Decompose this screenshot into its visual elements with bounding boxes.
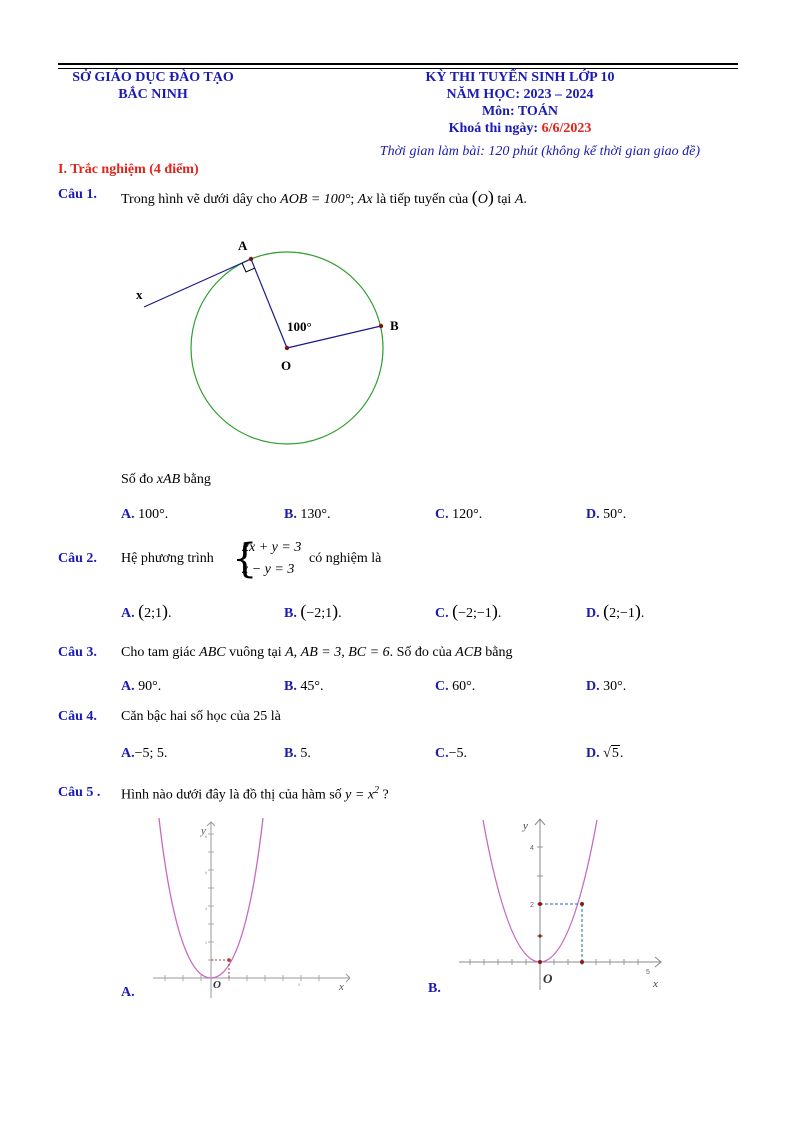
q2-text-before: Hệ phương trình (121, 551, 214, 566)
header-department-line2: BẮC NINH (118, 87, 188, 102)
sqrt-symbol: √5 (603, 746, 619, 761)
q1-option-d[interactable]: D. 50°. (586, 507, 627, 522)
graph-b-option[interactable]: B. (428, 981, 441, 996)
q2-eq1: 2x + y = 3 (242, 540, 302, 555)
graph-b-tick-2: 2 (530, 902, 534, 909)
graph-a-tick-6: 6 (205, 870, 208, 875)
q1-option-b[interactable]: B. 130°. (284, 507, 331, 522)
q3-option-c[interactable]: C. 60°. (435, 679, 476, 694)
q3-option-a[interactable]: A. 90°. (121, 679, 162, 694)
q1-prompt: Số đo xAB bằng (121, 472, 211, 487)
system-brace: { (232, 536, 258, 582)
q4-text: Căn bậc hai số học của 25 là (121, 709, 281, 724)
graph-a-option[interactable]: A. (121, 985, 135, 1000)
header-rule-top (58, 63, 738, 65)
graph-a-tick-8: 8 (205, 834, 208, 839)
graph-b-origin-label: O (543, 971, 553, 986)
header-subject: Môn: TOÁN (481, 104, 559, 119)
graph-b-y-label: y (523, 820, 528, 832)
label-a: A (238, 238, 248, 253)
tangent-line-ax (144, 259, 251, 307)
graph-a-x-label: x (339, 981, 344, 993)
header-department (58, 69, 248, 103)
graph-b-x-label: x (653, 978, 658, 990)
graph-a-point (227, 958, 231, 962)
label-o: O (281, 358, 292, 373)
header-exam-info (320, 69, 720, 137)
q1-option-c[interactable]: C. 120°. (435, 507, 483, 522)
q4-label: Câu 4. (58, 709, 97, 724)
q5-text: Hình nào dưới đây là đồ thị của hàm số $y = x^2$ ? (121, 785, 389, 803)
point-a (249, 257, 253, 261)
point-o (285, 346, 289, 350)
header-time-note: Thời gian làm bài: 120 phút (không kể thời gian giao đề) (379, 144, 700, 159)
label-angle: 100° (287, 319, 312, 334)
graph-a-tick-5: 5 (298, 982, 301, 987)
point-b (379, 324, 383, 328)
q3-label: Câu 3. (58, 645, 97, 660)
graph-a-y-label: y (201, 825, 206, 837)
q4-option-b[interactable]: B. 5. (284, 746, 311, 761)
q1-text: Trong hình vẽ dưới dây cho AOB = 100°; Ax là tiếp tuyến của (O) tại A. (121, 187, 527, 207)
q1-figure (120, 230, 420, 475)
q1-option-a[interactable]: A. 100°. (121, 507, 169, 522)
graph-a-origin-label: O (213, 979, 221, 991)
radius-oa (251, 259, 287, 348)
graph-b-point (580, 902, 584, 906)
q2-text-after: có nghiệm là (309, 551, 382, 566)
header-school-year: NĂM HỌC: 2023 – 2024 (446, 87, 594, 102)
header-department-line1: SỞ GIÁO DỤC ĐÀO TẠO (72, 70, 234, 85)
q3-text: Cho tam giác ABC vuông tại A, AB = 3, BC = 6. Số đo của ACB bằng (121, 645, 513, 660)
q2-eq2: x − y = 3 (242, 562, 295, 577)
graph-b-tick-5: 5 (646, 969, 650, 976)
graph-a (145, 818, 360, 1008)
header-exam-title: KỲ THI TUYỂN SINH LỚP 10 (425, 70, 615, 85)
q2-option-c[interactable]: C. (−2;−1). (435, 601, 502, 621)
graph-b-tick-4: 4 (530, 845, 534, 852)
q4-option-c[interactable]: C.−5. (435, 746, 468, 761)
label-b: B (390, 318, 399, 333)
graph-a-tick-2: 2 (205, 940, 208, 945)
q3-option-b[interactable]: B. 45°. (284, 679, 324, 694)
q2-option-a[interactable]: A. (2;1). (121, 601, 172, 621)
q2-option-d[interactable]: D. (2;−1). (586, 601, 645, 621)
q2-option-b[interactable]: B. (−2;1). (284, 601, 342, 621)
q3-option-d[interactable]: D. 30°. (586, 679, 627, 694)
header-exam-date: Khoá thi ngày: 6/6/2023 (448, 121, 592, 136)
q2-system (232, 537, 301, 581)
q2-label: Câu 2. (58, 551, 97, 566)
graph-b (455, 815, 670, 995)
q4-option-a[interactable]: A.−5; 5. (121, 746, 168, 761)
q1-label: Câu 1. (58, 187, 97, 202)
q5-label: Câu 5 . (58, 785, 101, 800)
label-x: x (136, 287, 143, 302)
graph-a-tick-4: 4 (205, 906, 208, 911)
exam-date-value: 6/6/2023 (541, 121, 592, 136)
section-title: I. Trắc nghiệm (4 điểm) (58, 162, 199, 177)
q4-option-d[interactable]: D. √5. (586, 746, 624, 761)
